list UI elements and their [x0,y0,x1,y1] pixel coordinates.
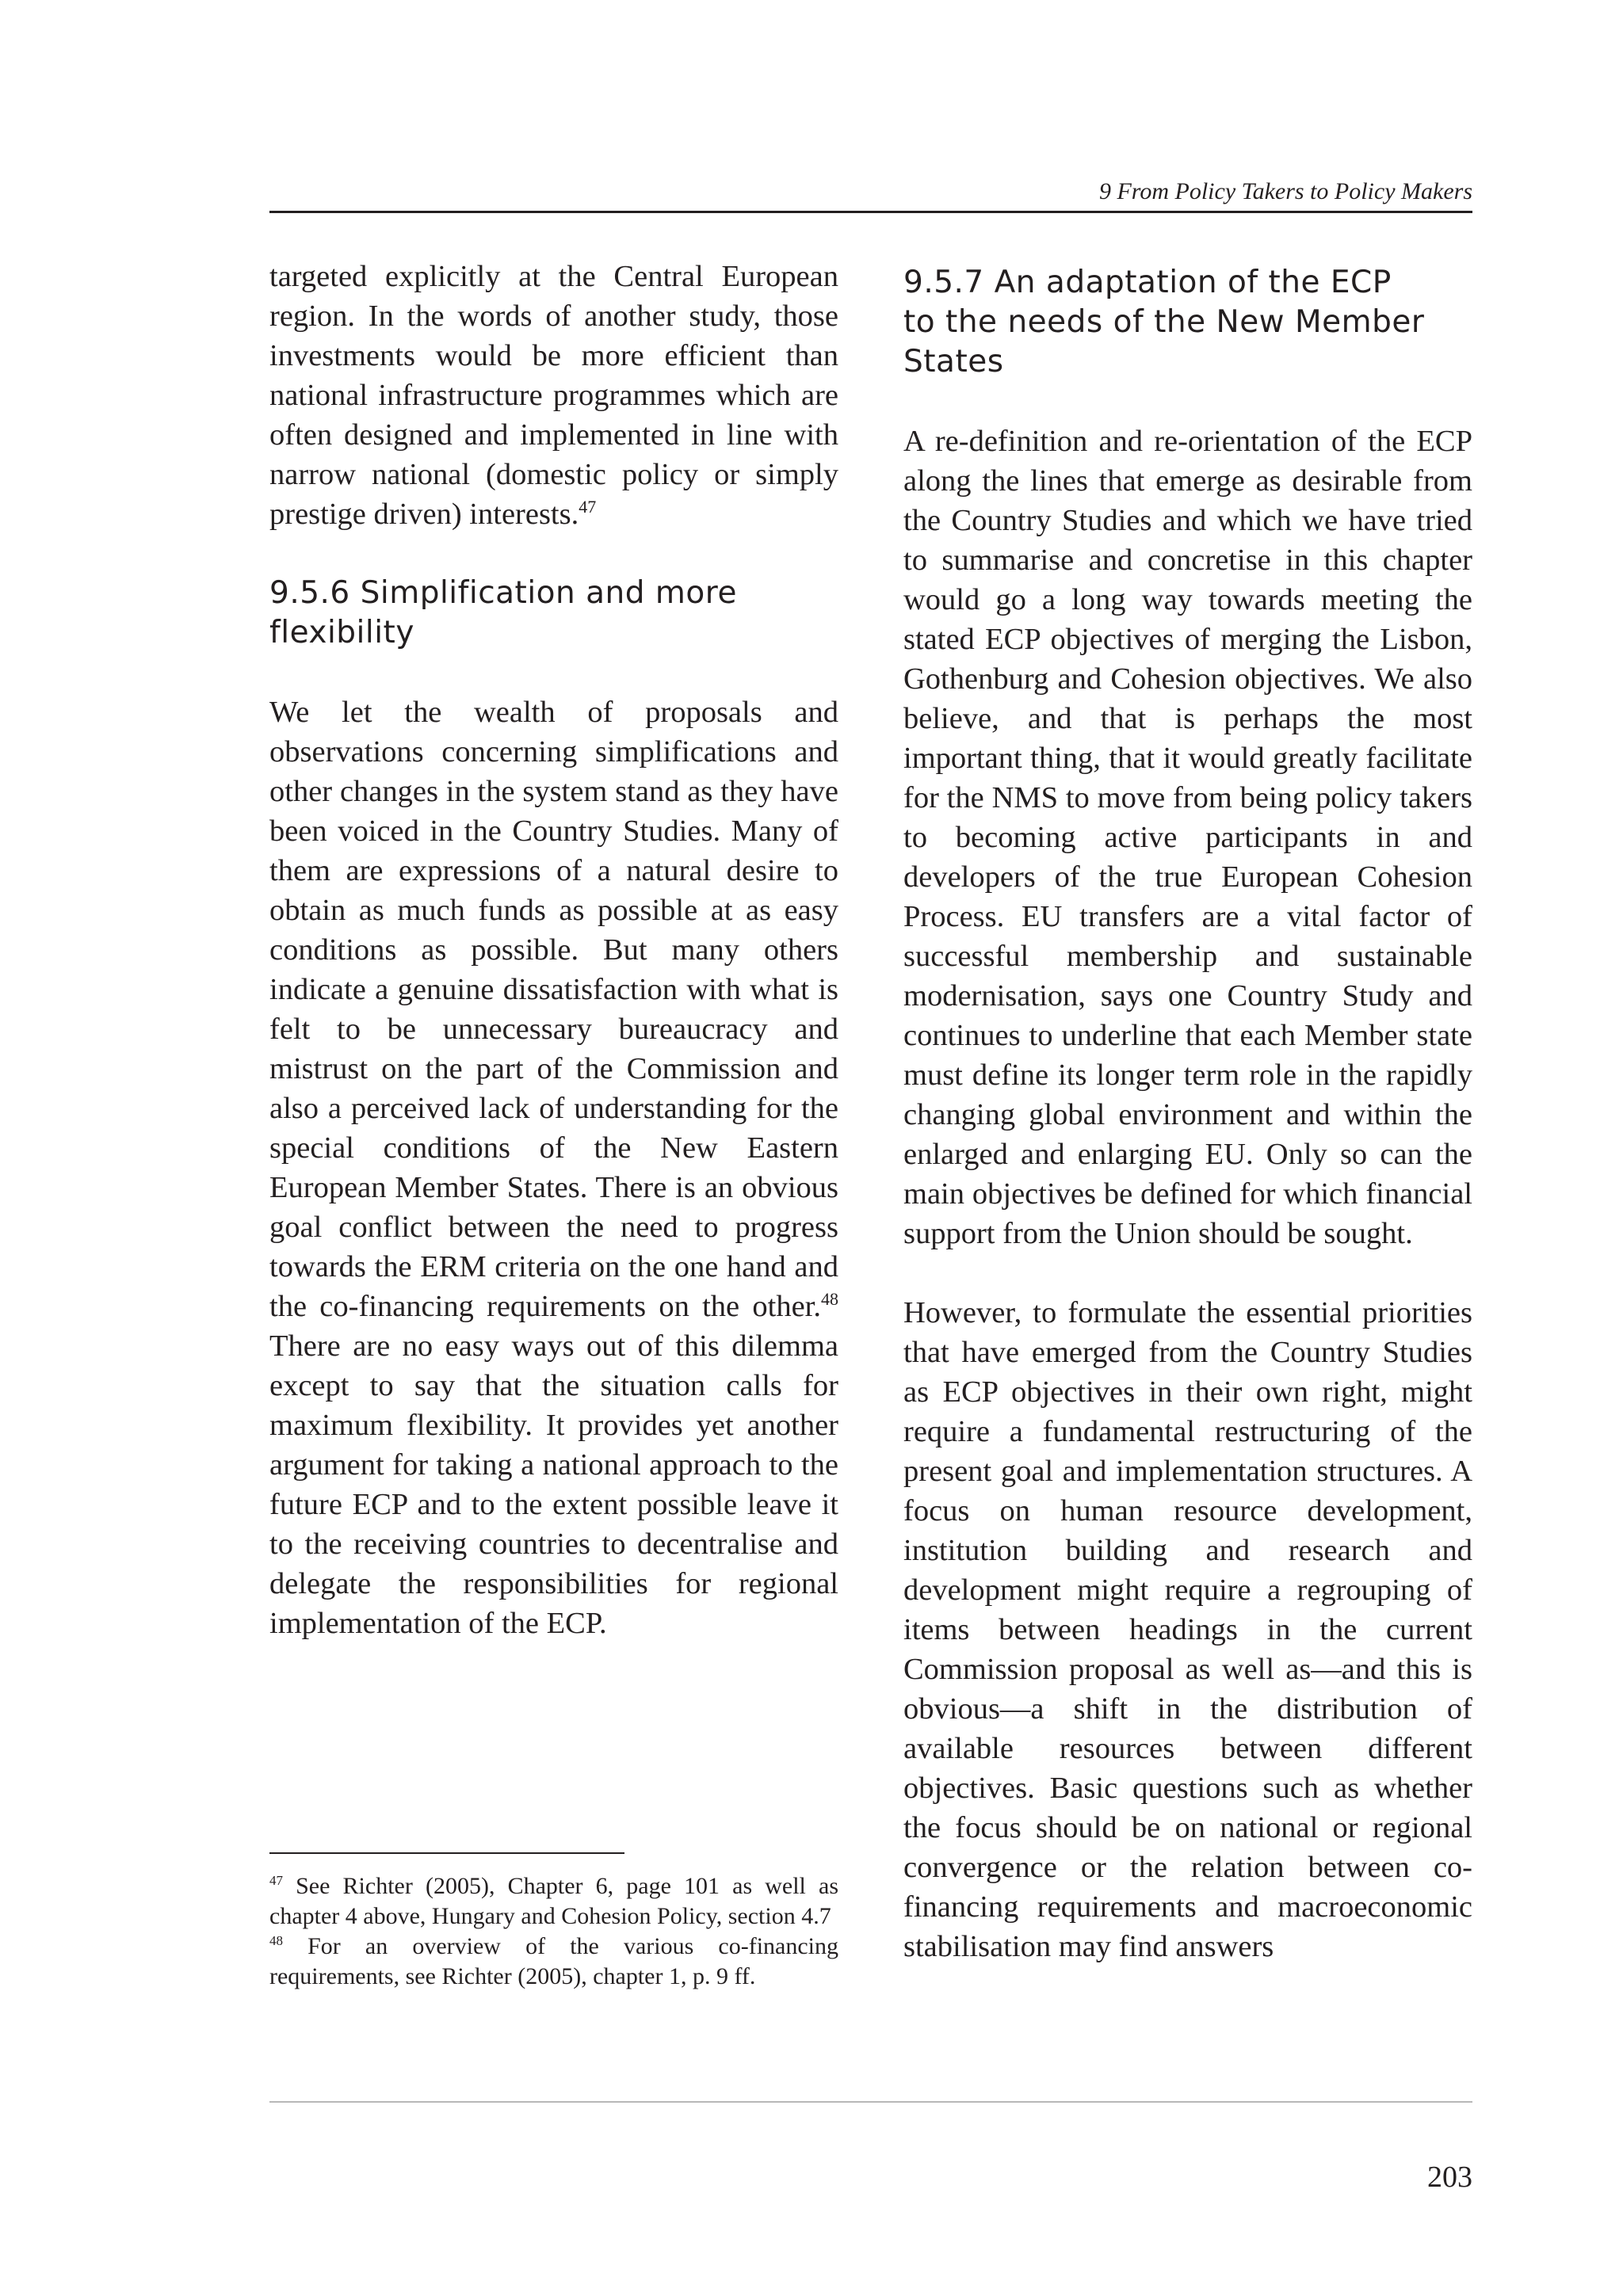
footnote-rule [269,1852,624,1854]
footnote-47-text: See Richter (2005), Chapter 6, page 101 as well as chapter 4 above, Hungary and Cohesion Policy, section 4.7 [269,1873,838,1929]
header-rule [269,211,1472,213]
right-column [903,257,1472,1966]
right-paragraph-1: A re-definition and re-orientation of the ECP along the lines that emerge as desirable from the Country Studies and which we have tried to summarise and concretise in this chapter would go a long way towards meeting the stated ECP objectives of merging the Lisbon, Gothenburg and Cohesion objectives. We also believe, and that is perhaps the most important thing, that it would greatly facilitate for the NMS to move from being policy takers to becoming active participants in and developers of the true European Cohesion Process. EU transfers are a vital factor of successful membership and sustainable modernisation, says one Country Study and continues to underline that each Member state must define its longer term role in the rapidly changing global environment and within the enlarged and enlarging EU. Only so can the main objectives be defined for which financial support from the Union should be sought. [903,425,1472,1250]
page-number: 203 [1427,2161,1472,2194]
left-paragraph-1 [269,257,838,534]
section-heading-9-5-7-line2: to the needs of the New Member States [903,304,1425,379]
left-column [269,257,838,1643]
section-heading-9-5-7-line1: 9.5.7 An adaptation of the ECP [903,265,1392,300]
section-heading-9-5-7 [903,263,1472,382]
footnotes [269,1871,838,1992]
left-paragraph-2-text-a: We let the wealth of proposals and observations concerning simplifications and other changes in the system stand as they have been voiced in the Country Studies. Many of them are expressions of a natural desire to obtain as much funds as possible at as easy conditions as possible. But many others indicate a genuine dissatisfaction with what is felt to be unnecessary bureaucracy and mistrust on the part of the Commission and also a perceived lack of understanding for the special conditions of the New Eastern European Member States. There is an obvious goal conflict between the need to progress towards the ERM criteria on the one hand and the co-financing requirements on the other. [269,696,838,1323]
footnote-48-text: For an overview of the various co-financing requirements, see Richter (2005), chapter 1, p. 9 ff. [269,1933,838,1989]
left-paragraph-2 [269,692,838,1643]
footer-rule [269,2101,1472,2103]
footnote-47 [269,1871,838,1932]
left-paragraph-1-text: targeted explicitly at the Central European region. In the words of another study, those investments would be more efficient than national infrastructure programmes which are often designed and implemented in line with narrow national (domestic policy or simply prestige driven) interests. [269,260,838,531]
footnote-ref-47[interactable]: 47 [579,497,597,517]
footnote-47-number: 47 [269,1873,283,1888]
section-heading-9-5-6: 9.5.6 Simplification and more flexibility [269,575,737,650]
footnote-48 [269,1932,838,1992]
left-paragraph-2-text-b: There are no easy ways out of this dilemma except to say that the situation calls for maximum flexibility. It provides yet another argument for taking a national approach to the future ECP and to the extent possible leave it to the receiving countries to decentralise and delegate the responsibilities for regional implementation of the ECP. [269,1329,838,1640]
right-paragraph-2: However, to formulate the essential priorities that have emerged from the Country Studies as ECP objectives in their own right, might require a fundamental restructuring of the present goal and implementation structures. A focus on human resource development, institution building and research and development might require a regrouping of items between headings in the current Commission proposal as well as—and this is obvious—a shift in the distribution of available resources between different objectives. Basic questions such as whether the focus should be on national or regional convergence or the relation between co-financing requirements and macroeconomic stabilisation may find answers [903,1296,1472,1963]
footnote-48-number: 48 [269,1933,283,1948]
footnote-ref-48[interactable]: 48 [821,1289,838,1309]
running-head: 9 From Policy Takers to Policy Makers [1098,178,1472,204]
